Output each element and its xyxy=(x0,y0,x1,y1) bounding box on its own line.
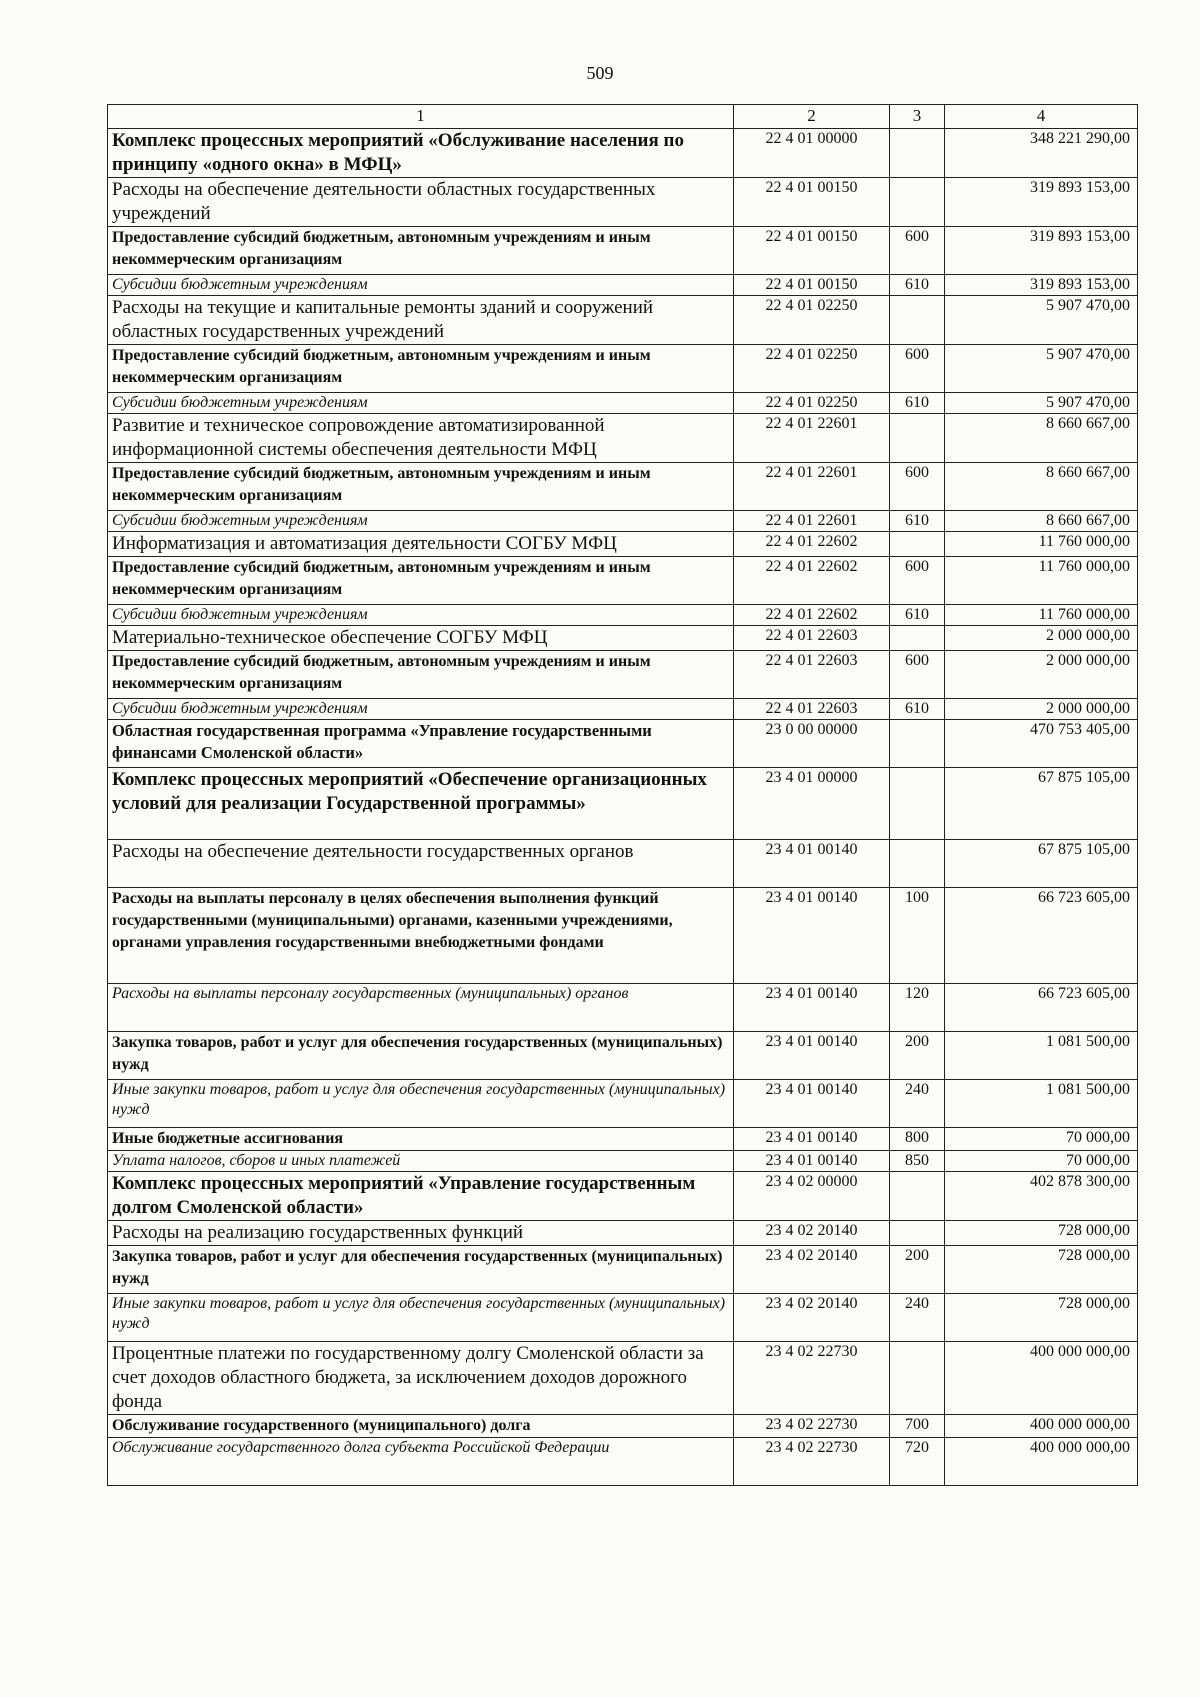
row-expense-type: 610 xyxy=(890,699,945,720)
row-expense-type: 600 xyxy=(890,557,945,605)
row-name: Предоставление субсидий бюджетным, автономным учреждениям и иным некоммерческим организациям xyxy=(108,227,734,275)
row-amount: 11 760 000,00 xyxy=(945,605,1138,626)
column-header-3: 3 xyxy=(890,105,945,129)
row-amount: 728 000,00 xyxy=(945,1246,1138,1294)
row-amount: 66 723 605,00 xyxy=(945,888,1138,984)
table-row xyxy=(108,178,1138,227)
row-name: Расходы на выплаты персоналу в целях обеспечения выполнения функций государственными (муниципальными) органами, казенными учреждениями, органами управления государственными внебюджетными фондами xyxy=(108,888,734,984)
row-code: 22 4 01 00000 xyxy=(734,129,890,178)
row-name: Субсидии бюджетным учреждениям xyxy=(108,511,734,532)
row-amount: 5 907 470,00 xyxy=(945,296,1138,345)
row-amount: 70 000,00 xyxy=(945,1128,1138,1151)
row-expense-type: 240 xyxy=(890,1080,945,1128)
table-row xyxy=(108,605,1138,626)
table-row xyxy=(108,1294,1138,1342)
row-code: 23 4 01 00140 xyxy=(734,1128,890,1151)
row-amount: 5 907 470,00 xyxy=(945,393,1138,414)
row-name: Предоставление субсидий бюджетным, автономным учреждениям и иным некоммерческим организациям xyxy=(108,345,734,393)
row-name: Иные бюджетные ассигнования xyxy=(108,1128,734,1151)
row-code: 23 4 02 20140 xyxy=(734,1294,890,1342)
row-expense-type xyxy=(890,720,945,768)
row-name: Расходы на обеспечение деятельности областных государственных учреждений xyxy=(108,178,734,227)
row-amount: 67 875 105,00 xyxy=(945,840,1138,888)
column-header-2: 2 xyxy=(734,105,890,129)
row-amount: 400 000 000,00 xyxy=(945,1342,1138,1415)
row-amount: 400 000 000,00 xyxy=(945,1415,1138,1438)
row-name: Субсидии бюджетным учреждениям xyxy=(108,605,734,626)
table-row xyxy=(108,1246,1138,1294)
table-body xyxy=(108,129,1138,1486)
row-code: 22 4 01 02250 xyxy=(734,296,890,345)
row-code: 23 4 01 00140 xyxy=(734,1032,890,1080)
row-expense-type: 610 xyxy=(890,511,945,532)
row-amount: 8 660 667,00 xyxy=(945,414,1138,463)
row-amount: 470 753 405,00 xyxy=(945,720,1138,768)
row-expense-type: 600 xyxy=(890,463,945,511)
budget-table xyxy=(107,104,1138,1486)
row-code: 23 4 01 00140 xyxy=(734,1080,890,1128)
table-row xyxy=(108,651,1138,699)
row-amount: 319 893 153,00 xyxy=(945,275,1138,296)
table-row xyxy=(108,888,1138,984)
row-code: 22 4 01 22601 xyxy=(734,511,890,532)
row-name: Комплекс процессных мероприятий «Обслуживание населения по принципу «одного окна» в МФЦ» xyxy=(108,129,734,178)
table-row xyxy=(108,296,1138,345)
row-code: 22 4 01 00150 xyxy=(734,178,890,227)
row-expense-type: 600 xyxy=(890,227,945,275)
row-amount: 728 000,00 xyxy=(945,1294,1138,1342)
column-header-4: 4 xyxy=(945,105,1138,129)
row-code: 23 4 02 22730 xyxy=(734,1438,890,1486)
row-code: 22 4 01 02250 xyxy=(734,345,890,393)
row-expense-type xyxy=(890,1342,945,1415)
row-code: 23 4 01 00140 xyxy=(734,888,890,984)
row-name: Комплекс процессных мероприятий «Обеспечение организационных условий для реализации Государственной программы» xyxy=(108,768,734,840)
row-code: 23 4 01 00000 xyxy=(734,768,890,840)
row-amount: 66 723 605,00 xyxy=(945,984,1138,1032)
row-name: Закупка товаров, работ и услуг для обеспечения государственных (муниципальных) нужд xyxy=(108,1032,734,1080)
row-code: 22 4 01 22602 xyxy=(734,605,890,626)
row-name: Расходы на выплаты персоналу государственных (муниципальных) органов xyxy=(108,984,734,1032)
table-row xyxy=(108,227,1138,275)
row-amount: 1 081 500,00 xyxy=(945,1032,1138,1080)
row-expense-type xyxy=(890,1172,945,1221)
row-expense-type: 200 xyxy=(890,1032,945,1080)
row-name: Предоставление субсидий бюджетным, автономным учреждениям и иным некоммерческим организациям xyxy=(108,557,734,605)
row-expense-type: 600 xyxy=(890,345,945,393)
row-code: 22 4 01 22603 xyxy=(734,626,890,651)
row-name: Уплата налогов, сборов и иных платежей xyxy=(108,1151,734,1172)
table-row xyxy=(108,1415,1138,1438)
row-amount: 11 760 000,00 xyxy=(945,557,1138,605)
row-amount: 11 760 000,00 xyxy=(945,532,1138,557)
row-name: Расходы на реализацию государственных функций xyxy=(108,1221,734,1246)
row-expense-type: 120 xyxy=(890,984,945,1032)
row-name: Областная государственная программа «Управление государственными финансами Смоленской области» xyxy=(108,720,734,768)
row-code: 22 4 01 22601 xyxy=(734,463,890,511)
row-expense-type: 610 xyxy=(890,393,945,414)
table-row xyxy=(108,720,1138,768)
header-row xyxy=(108,105,1138,129)
row-name: Процентные платежи по государственному долгу Смоленской области за счет доходов областного бюджета, за исключением доходов дорожного фонда xyxy=(108,1342,734,1415)
row-amount: 2 000 000,00 xyxy=(945,626,1138,651)
row-code: 23 4 01 00140 xyxy=(734,840,890,888)
table-row xyxy=(108,1032,1138,1080)
row-name: Расходы на обеспечение деятельности государственных органов xyxy=(108,840,734,888)
table-row xyxy=(108,1221,1138,1246)
row-amount: 5 907 470,00 xyxy=(945,345,1138,393)
row-amount: 67 875 105,00 xyxy=(945,768,1138,840)
table-row xyxy=(108,414,1138,463)
table-row xyxy=(108,511,1138,532)
row-amount: 348 221 290,00 xyxy=(945,129,1138,178)
row-amount: 319 893 153,00 xyxy=(945,227,1138,275)
row-code: 23 4 02 20140 xyxy=(734,1246,890,1294)
row-name: Субсидии бюджетным учреждениям xyxy=(108,393,734,414)
table-row xyxy=(108,1128,1138,1151)
row-expense-type: 240 xyxy=(890,1294,945,1342)
table-row xyxy=(108,1172,1138,1221)
row-amount: 728 000,00 xyxy=(945,1221,1138,1246)
row-amount: 2 000 000,00 xyxy=(945,651,1138,699)
row-amount: 2 000 000,00 xyxy=(945,699,1138,720)
row-code: 22 4 01 22603 xyxy=(734,699,890,720)
table-row xyxy=(108,1342,1138,1415)
table-row xyxy=(108,984,1138,1032)
row-expense-type: 720 xyxy=(890,1438,945,1486)
row-expense-type: 610 xyxy=(890,275,945,296)
row-expense-type: 600 xyxy=(890,651,945,699)
row-code: 22 4 01 22602 xyxy=(734,557,890,605)
table-row xyxy=(108,463,1138,511)
row-name: Предоставление субсидий бюджетным, автономным учреждениям и иным некоммерческим организациям xyxy=(108,463,734,511)
column-header-1: 1 xyxy=(108,105,734,129)
row-expense-type: 700 xyxy=(890,1415,945,1438)
row-amount: 1 081 500,00 xyxy=(945,1080,1138,1128)
row-expense-type: 850 xyxy=(890,1151,945,1172)
row-expense-type xyxy=(890,626,945,651)
table-row xyxy=(108,275,1138,296)
row-name: Информатизация и автоматизация деятельности СОГБУ МФЦ xyxy=(108,532,734,557)
row-amount: 402 878 300,00 xyxy=(945,1172,1138,1221)
row-amount: 8 660 667,00 xyxy=(945,463,1138,511)
table-row xyxy=(108,345,1138,393)
row-code: 23 4 02 00000 xyxy=(734,1172,890,1221)
row-code: 22 4 01 22602 xyxy=(734,532,890,557)
row-expense-type xyxy=(890,532,945,557)
row-name: Иные закупки товаров, работ и услуг для обеспечения государственных (муниципальных) нужд xyxy=(108,1294,734,1342)
row-expense-type: 610 xyxy=(890,605,945,626)
row-amount: 319 893 153,00 xyxy=(945,178,1138,227)
row-expense-type xyxy=(890,296,945,345)
row-code: 23 4 02 22730 xyxy=(734,1415,890,1438)
row-name: Обслуживание государственного долга субъекта Российской Федерации xyxy=(108,1438,734,1486)
row-expense-type xyxy=(890,840,945,888)
row-code: 22 4 01 22601 xyxy=(734,414,890,463)
table-row xyxy=(108,129,1138,178)
page-number: 509 xyxy=(586,63,614,83)
row-code: 23 4 02 20140 xyxy=(734,1221,890,1246)
table-row xyxy=(108,557,1138,605)
row-amount: 70 000,00 xyxy=(945,1151,1138,1172)
row-expense-type xyxy=(890,178,945,227)
table-row xyxy=(108,532,1138,557)
row-name: Субсидии бюджетным учреждениям xyxy=(108,699,734,720)
row-name: Иные закупки товаров, работ и услуг для обеспечения государственных (муниципальных) нужд xyxy=(108,1080,734,1128)
table-row xyxy=(108,840,1138,888)
row-name: Предоставление субсидий бюджетным, автономным учреждениям и иным некоммерческим организациям xyxy=(108,651,734,699)
row-code: 22 4 01 00150 xyxy=(734,227,890,275)
row-code: 23 4 02 22730 xyxy=(734,1342,890,1415)
row-expense-type xyxy=(890,768,945,840)
table-row xyxy=(108,626,1138,651)
row-amount: 8 660 667,00 xyxy=(945,511,1138,532)
row-expense-type: 100 xyxy=(890,888,945,984)
table-row xyxy=(108,1080,1138,1128)
row-expense-type: 200 xyxy=(890,1246,945,1294)
table-row xyxy=(108,393,1138,414)
row-code: 23 0 00 00000 xyxy=(734,720,890,768)
row-code: 23 4 01 00140 xyxy=(734,984,890,1032)
row-name: Расходы на текущие и капитальные ремонты зданий и сооружений областных государственных учреждений xyxy=(108,296,734,345)
row-name: Комплекс процессных мероприятий «Управление государственным долгом Смоленской области» xyxy=(108,1172,734,1221)
row-code: 22 4 01 02250 xyxy=(734,393,890,414)
row-name: Субсидии бюджетным учреждениям xyxy=(108,275,734,296)
row-expense-type: 800 xyxy=(890,1128,945,1151)
row-name: Обслуживание государственного (муниципального) долга xyxy=(108,1415,734,1438)
row-name: Развитие и техническое сопровождение автоматизированной информационной системы обеспечения деятельности МФЦ xyxy=(108,414,734,463)
row-name: Закупка товаров, работ и услуг для обеспечения государственных (муниципальных) нужд xyxy=(108,1246,734,1294)
row-expense-type xyxy=(890,129,945,178)
row-code: 22 4 01 00150 xyxy=(734,275,890,296)
row-expense-type xyxy=(890,1221,945,1246)
row-name: Материально-техническое обеспечение СОГБУ МФЦ xyxy=(108,626,734,651)
table-row xyxy=(108,1151,1138,1172)
row-code: 22 4 01 22603 xyxy=(734,651,890,699)
table-row xyxy=(108,699,1138,720)
table-row xyxy=(108,1438,1138,1486)
row-amount: 400 000 000,00 xyxy=(945,1438,1138,1486)
row-expense-type xyxy=(890,414,945,463)
table-row xyxy=(108,768,1138,840)
row-code: 23 4 01 00140 xyxy=(734,1151,890,1172)
